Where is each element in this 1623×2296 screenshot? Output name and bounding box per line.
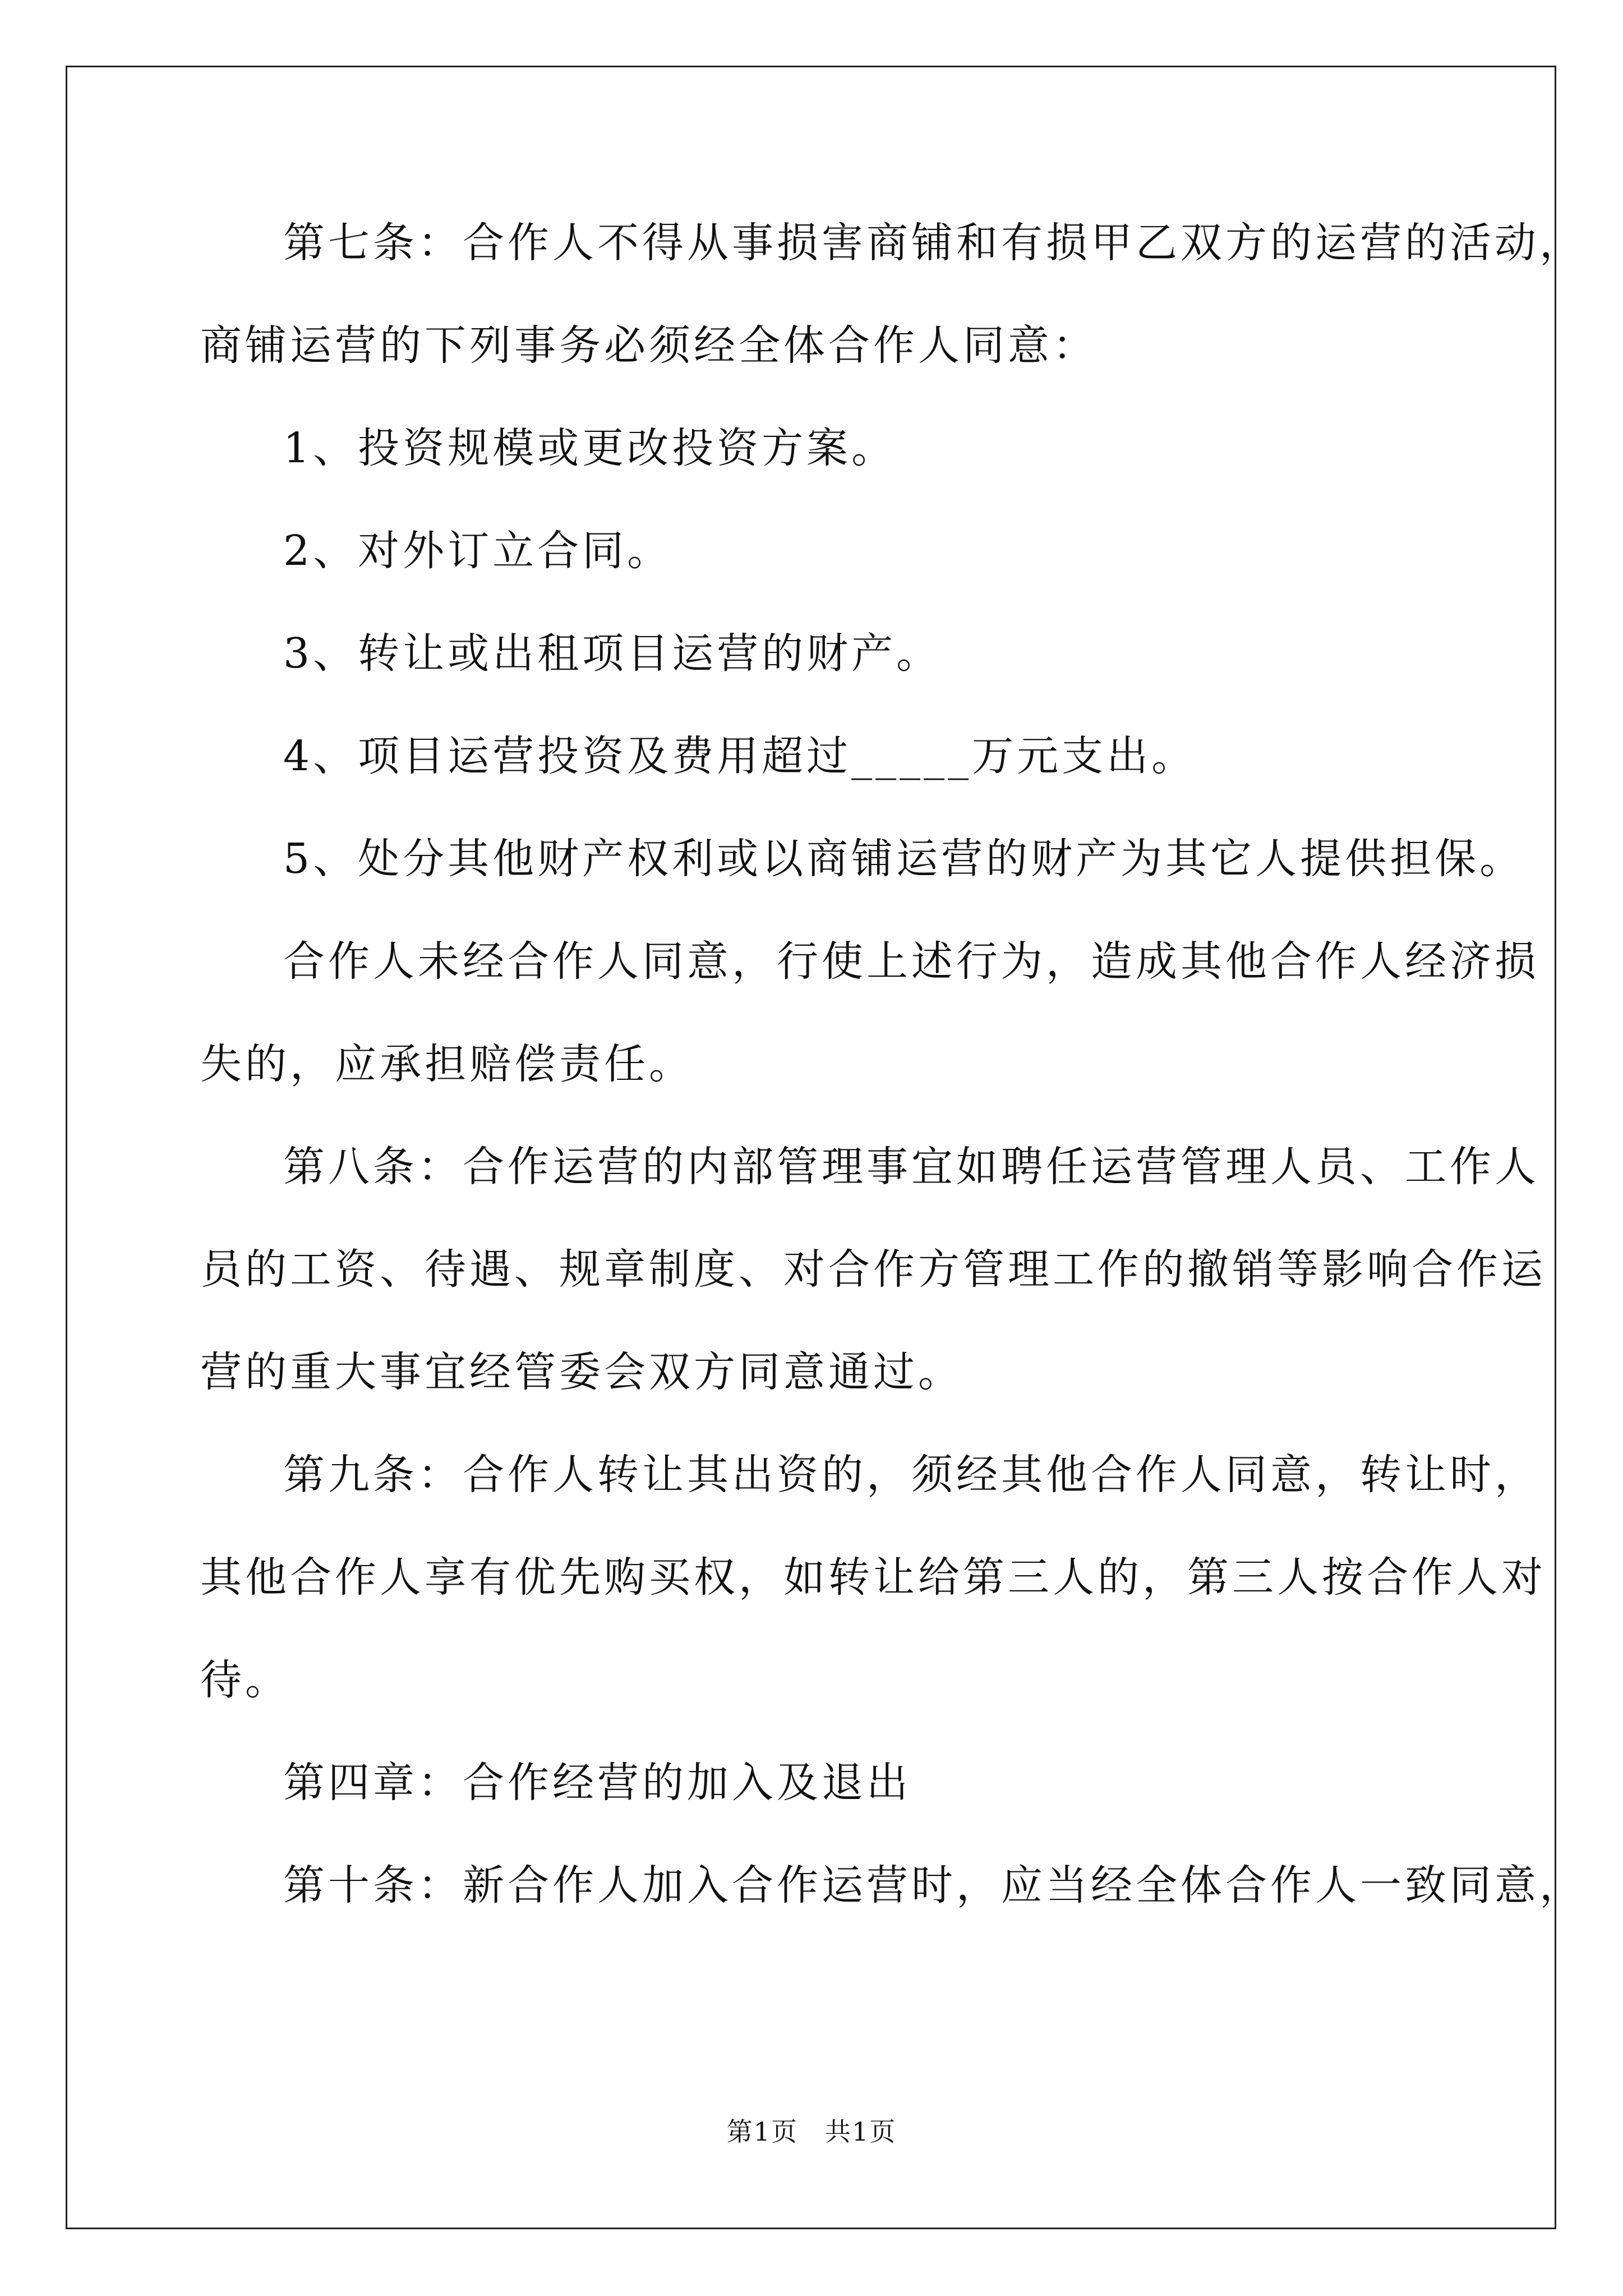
article-9-line-3: 待。 (200, 1656, 290, 1704)
liability-line-2: 失的，应承担赔偿责任。 (200, 1040, 694, 1088)
article-9-line-2: 其他合作人享有优先购买权，如转让给第三人的，第三人按合作人对 (200, 1553, 1546, 1602)
item-4: 4、项目运营投资及费用超过_____万元支出。 (283, 732, 1197, 780)
item-3: 3、转让或出租项目运营的财产。 (283, 629, 942, 678)
item-5: 5、处分其他财产权利或以商铺运营的财产为其它人提供担保。 (283, 835, 1525, 883)
article-8-line-1: 第八条：合作运营的内部管理事宜如聘任运营管理人员、工作人 (283, 1143, 1539, 1191)
chapter-4-heading: 第四章：合作经营的加入及退出 (283, 1759, 911, 1807)
item-2: 2、对外订立合同。 (283, 527, 672, 575)
article-8-line-2: 员的工资、待遇、规章制度、对合作方管理工作的撤销等影响合作运 (200, 1245, 1546, 1294)
page-footer: 第1页 共1页 (726, 2116, 897, 2147)
article-8-line-3: 营的重大事宜经管委会双方同意通过。 (200, 1348, 963, 1396)
article-10-line-1: 第十条：新合作人加入合作运营时，应当经全体合作人一致同意， (283, 1861, 1584, 1910)
item-1: 1、投资规模或更改投资方案。 (283, 424, 897, 472)
article-9-line-1: 第九条：合作人转让其出资的，须经其他合作人同意，转让时， (283, 1451, 1539, 1499)
liability-line-1: 合作人未经合作人同意，行使上述行为，造成其他合作人经济损 (283, 937, 1539, 986)
article-7-line-2: 商铺运营的下列事务必须经全体合作人同意： (200, 321, 1098, 370)
article-7-line-1: 第七条：合作人不得从事损害商铺和有损甲乙双方的运营的活动， (283, 219, 1584, 267)
